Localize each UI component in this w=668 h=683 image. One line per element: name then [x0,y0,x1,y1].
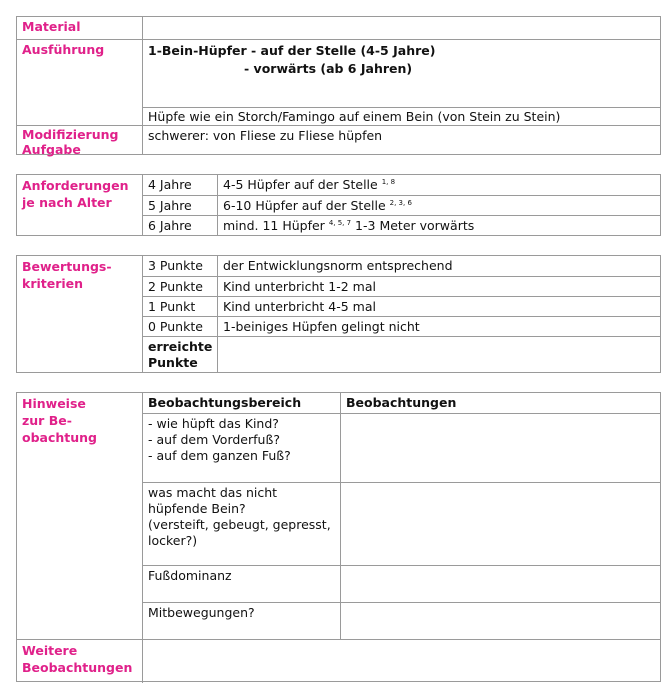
age-requirements-table [16,174,661,236]
requirements-label: Anforderungen je nach Alter [22,178,129,210]
observation-area-2: Fußdominanz [142,565,340,602]
req-text-1-sup: 2, 3, 6 [389,199,412,207]
achieved-points-label: erreichte Punkte [142,336,217,372]
observation-area-header: Beobachtungsbereich [142,393,340,413]
modifizierung-label: Modifizierung Aufgabe [17,125,142,154]
req-text-2-suffix: 1-3 Meter vorwärts [351,218,475,233]
observation-area-3: Mitbewegungen? [142,602,340,639]
req-text-1-main: 6-10 Hüpfer auf der Stelle [223,198,386,213]
achieved-points-value [217,336,660,372]
points-3: 0 Punkte [142,316,217,336]
observation-area-0: - wie hüpft das Kind? - auf dem Vorderfuß? - auf dem ganzen Fuß? [142,413,340,482]
observation-notes-0 [340,413,660,482]
req-text-0-main: 4-5 Hüpfer auf der Stelle [223,177,378,192]
observation-notes-3 [340,602,660,639]
req-age-1: 5 Jahre [142,195,217,215]
req-text-1 [217,195,660,215]
material-value [142,17,660,39]
task-description-table [16,16,661,155]
further-observations-label: Weitere Beobachtungen [17,639,142,683]
observation-area-1: was macht das nicht hüpfende Bein? (versteift, gebeugt, gepresst, locker?) [142,482,340,565]
material-label: Material [22,19,81,34]
ausfuehrung-note: Hüpfe wie ein Storch/Famingo auf einem Bein (von Stein zu Stein) [148,109,561,124]
points-0: 3 Punkte [142,256,217,276]
observation-table [16,392,661,682]
ausfuehrung-line-2: - vorwärts (ab 6 Jahren) [244,61,413,76]
points-2: 1 Punkt [142,296,217,316]
req-text-2 [217,215,660,235]
criteria-label: Bewertungs-kriterien [22,259,112,291]
criteria-text-1: Kind unterbricht 1-2 mal [217,276,660,296]
modifizierung-value: schwerer: von Fliese zu Fliese hüpfen [142,125,660,154]
criteria-text-3: 1-beiniges Hüpfen gelingt nicht [217,316,660,336]
ausfuehrung-label: Ausführung [17,39,142,125]
req-text-2-main: mind. 11 Hüpfer [223,218,325,233]
observation-notes-2 [340,565,660,602]
criteria-text-0: der Entwicklungsnorm entsprechend [217,256,660,276]
observation-notes-header: Beobachtungen [340,393,660,413]
ausfuehrung-line-1: 1-Bein-Hüpfer - auf der Stelle (4-5 Jahre) [148,43,436,58]
observation-label: Hinweise zur Be-obachtung [22,396,97,445]
req-age-2: 6 Jahre [142,215,217,235]
observation-notes-1 [340,482,660,565]
req-text-0-sup: 1, 8 [381,178,396,186]
criteria-text-2: Kind unterbricht 4-5 mal [217,296,660,316]
req-text-2-sup: 4, 5, 7 [328,219,352,227]
evaluation-criteria-table [16,255,661,373]
ausfuehrung-note-divider [142,107,660,108]
req-text-0 [217,175,660,195]
further-observations-value [142,639,660,683]
ausfuehrung-value [142,39,660,125]
req-age-0: 4 Jahre [142,175,217,195]
points-1: 2 Punkte [142,276,217,296]
